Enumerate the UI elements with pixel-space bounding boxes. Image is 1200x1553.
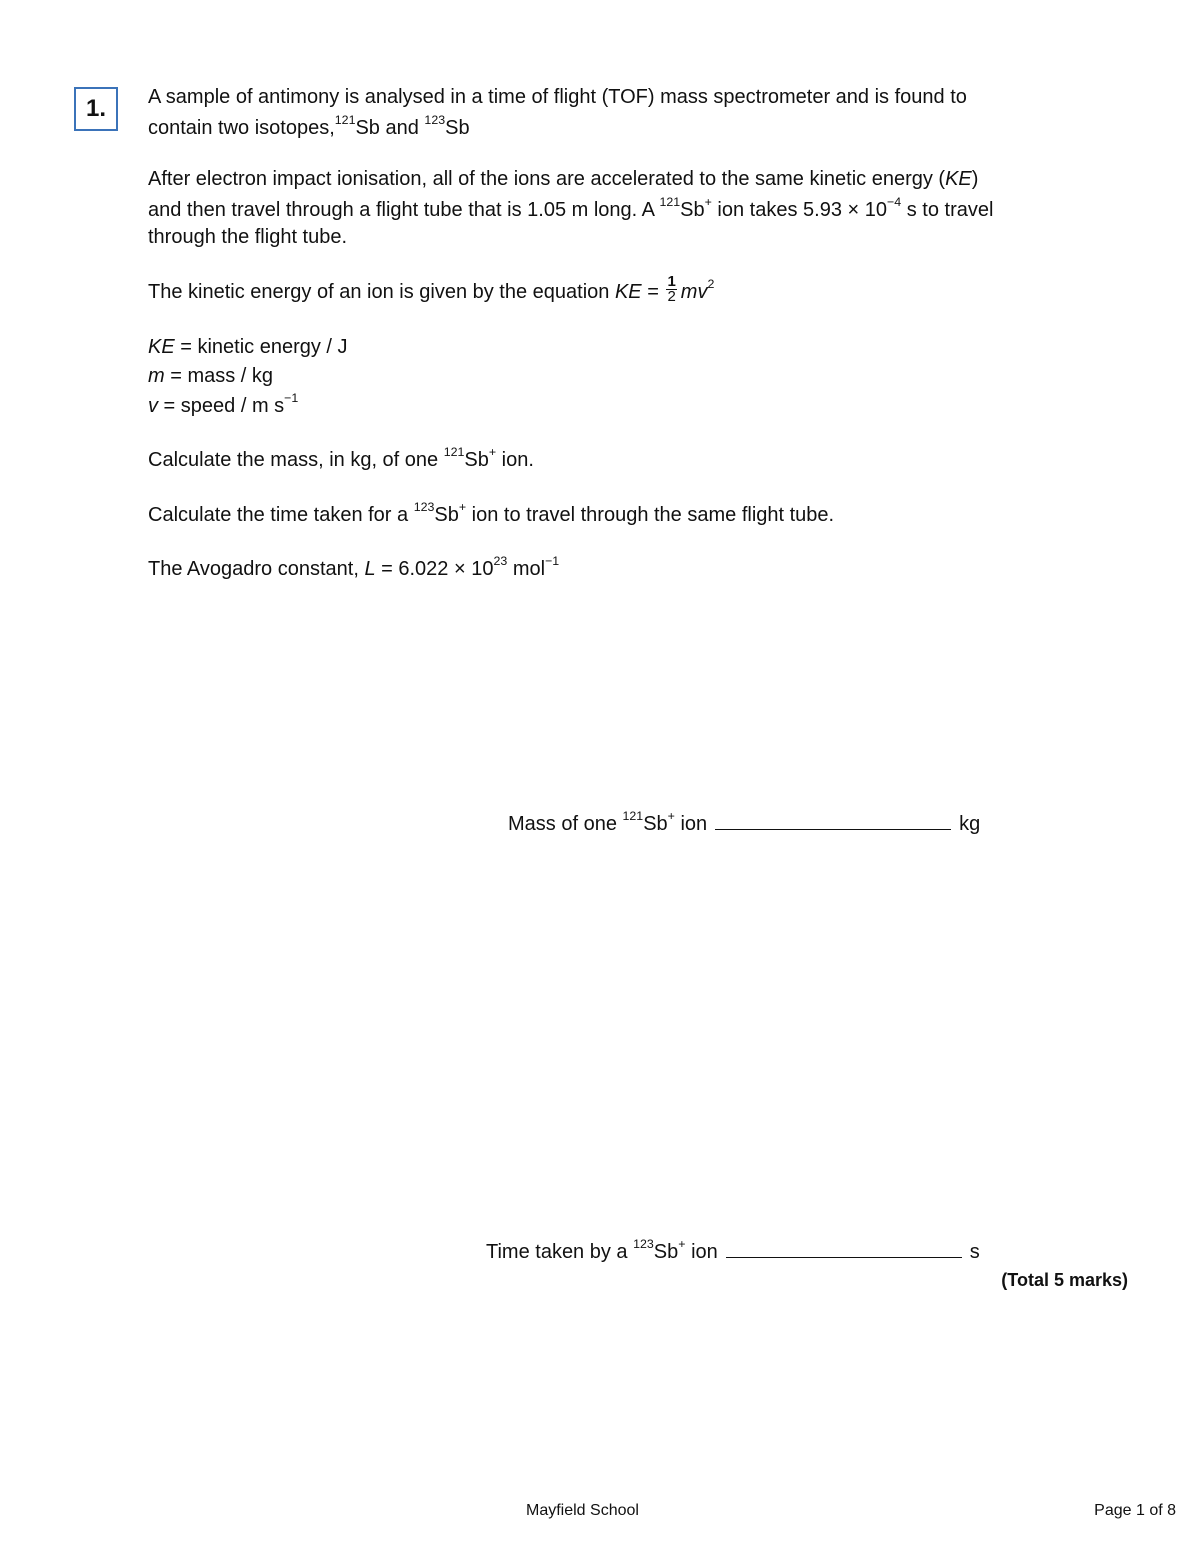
total-marks: (Total 5 marks) bbox=[1001, 1270, 1128, 1290]
footer-school: Mayfield School bbox=[526, 1502, 639, 1519]
ke-equation: The kinetic energy of an ion is given by the equation KE = $\frac{1}{2}$ $mv^2$ bbox=[148, 273, 715, 306]
question-number: 1. bbox=[74, 87, 118, 131]
para2-line-2: and then travel through a flight tube that is 1.05 m long. A $^{121}$Sb+ ion takes $5.93 \times 10^{-4}$ s to travel bbox=[148, 194, 994, 221]
mass-answer-line: Mass of one $^{121}$Sb+ ion kg bbox=[508, 808, 981, 835]
definition-m: m = mass / kg bbox=[148, 365, 274, 387]
footer-page-number: Page 1 of 8 bbox=[1094, 1502, 1176, 1519]
para2-line-1: After electron impact ionisation, all of the ions are accelerated to the same kinetic energy (KE) bbox=[148, 168, 979, 190]
definition-ke: KE = kinetic energy / J bbox=[148, 336, 348, 358]
time-answer-line: Time taken by a $^{123}$Sb+ ion s bbox=[486, 1236, 980, 1263]
calc-mass-instruction: Calculate the mass, in kg, of one $^{121}$Sb+ ion. bbox=[148, 444, 534, 471]
para2-line-3: through the flight tube. bbox=[148, 226, 348, 248]
calc-time-instruction: Calculate the time taken for a $^{123}$Sb+ ion to travel through the same flight tube. bbox=[148, 499, 835, 526]
time-answer-blank[interactable] bbox=[726, 1237, 962, 1258]
one-half-fraction: $\frac{1}{2}$ bbox=[667, 273, 676, 306]
mass-answer-blank[interactable] bbox=[715, 809, 951, 830]
avogadro-constant: The Avogadro constant, $L = 6.022 \times 10^{23}$ mol$^{-1}$ bbox=[148, 553, 560, 580]
intro-line-1: A sample of antimony is analysed in a time of flight (TOF) mass spectrometer and is found to bbox=[148, 86, 967, 108]
intro-line-2: contain two isotopes,$^{121}$Sb and $^{123}$Sb bbox=[148, 112, 470, 139]
definition-v: v = speed / m $s^{-1}$ bbox=[148, 390, 299, 417]
